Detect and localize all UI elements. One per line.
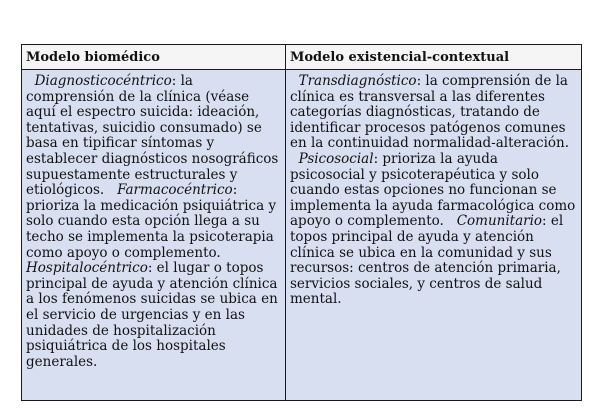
text-psicosocial: : prioriza la ayuda psicosocial y psicoterapéutica y solo cuando estas opciones no funcionan se implementa la ayuda farmacológica como apoyo o complemento. [290, 150, 576, 230]
term-comunitario: Comunitario [456, 213, 543, 230]
header-biomedical-model: Modelo biomédico [22, 45, 286, 70]
comparison-table [21, 44, 582, 401]
existential-description [290, 74, 577, 308]
text-comunitario: : el topos principal de ayuda y atención clínica se ubica en la comunidad y sus recursos: centros de atención primaria, servicios sociales, y centros de salud mental. [290, 213, 564, 308]
text-transdiagnostico: : la comprensión de la clínica es transversal a las diferentes categorías diagnósticas, tratando de identificar procesos patógenos comunes en la continuidad normalidad-alteración. [290, 73, 570, 152]
existential-contextual-model-cell [286, 70, 581, 400]
term-farmacocentrico: Farmacocéntrico [117, 182, 233, 199]
term-diagnosticocentrico: Diagnosticocéntrico [34, 73, 172, 89]
header-existential-contextual-model: Modelo existencial-contextual [286, 45, 581, 70]
text-hospitalocentrico: : el lugar o topos principal de ayuda y atención clínica a los fenómenos suicidas se ubica en el servicio de urgencias y en las unidades de hospitalización psiquiátrica de los hospitales generales. [26, 260, 278, 370]
term-psicosocial: Psicosocial [298, 150, 374, 167]
term-hospitalocentrico: Hospitalocéntrico [26, 260, 148, 277]
text-diagnosticocentrico: : la comprensión de la clínica (véase aquí el espectro suicida: ideación, tentativas, suicidio consumado) se basa en tipificar síntomas y establecer diagnósticos nosográficos supuestamente estructurales y etiológicos. [26, 73, 279, 199]
term-transdiagnostico: Transdiagnóstico [298, 73, 417, 89]
text-farmacocentrico: : prioriza la medicación psiquiátrica y solo cuando esta opción llega a su techo se implementa la psicoterapia como apoyo o complemento. [26, 182, 277, 261]
biomedical-model-cell [22, 70, 286, 400]
biomedical-description [26, 74, 281, 370]
